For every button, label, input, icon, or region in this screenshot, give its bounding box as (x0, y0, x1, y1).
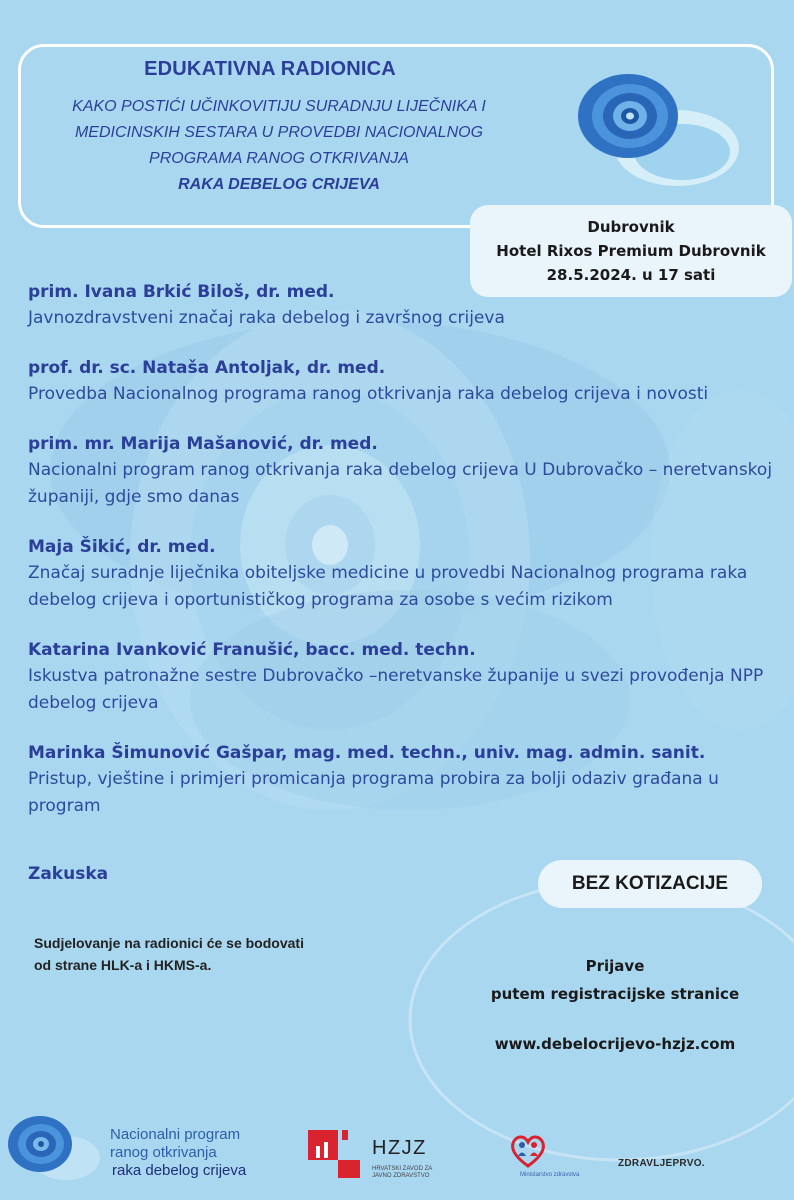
speaker-name: prim. Ivana Brkić Biloš, dr. med. (28, 282, 335, 302)
heart-people-icon (508, 1130, 548, 1170)
spiral-shell-icon (572, 70, 742, 190)
event-title-line: PROGRAMA RANOG OTKRIVANJA (149, 150, 409, 167)
speaker-topic: Nacionalni program ranog otkrivanja raka debelog crijeva U Dubrovačko – neretvanskoj županiji, gdje smo danas (28, 460, 773, 507)
hzjz-logo-subtitle: HRVATSKI ZAVOD ZA JAVNO ZDRAVSTVO (372, 1166, 432, 1179)
program-item (28, 432, 778, 511)
npp-logo-line: raka debelog crijeva (112, 1162, 247, 1179)
program-item (28, 535, 778, 614)
program-item (28, 356, 778, 408)
program-item (28, 638, 778, 717)
event-datetime: 28.5.2024. u 17 sati (546, 266, 716, 284)
zdravlje-prvo-logo: ZDRAVLJEPRVO. (618, 1158, 705, 1169)
hzjz-logo-name: HZJZ (372, 1137, 427, 1159)
event-type-heading: EDUKATIVNA RADIONICA (144, 58, 396, 80)
speaker-topic: Provedba Nacionalnog programa ranog otkrivanja raka debelog crijeva i novosti (28, 384, 709, 404)
registration-line: Prijave (585, 957, 645, 975)
speaker-topic: Javnozdravstveni značaj raka debelog i završnog crijeva (28, 308, 505, 328)
registration-url-link[interactable]: www.debelocrijevo-hzjz.com (494, 1035, 736, 1053)
credits-note (34, 932, 374, 976)
fee-badge: BEZ KOTIZACIJE (538, 860, 762, 908)
npp-logo-text (110, 1126, 280, 1180)
event-venue: Hotel Rixos Premium Dubrovnik (496, 242, 766, 260)
ministry-logo-text: Ministarstvo zdravstva (520, 1172, 580, 1178)
speaker-name: Marinka Šimunović Gašpar, mag. med. techn., univ. mag. admin. sanit. (28, 743, 706, 763)
speaker-name: prof. dr. sc. Nataša Antoljak, dr. med. (28, 358, 386, 378)
npp-logo-line: Nacionalni program (110, 1126, 241, 1143)
hzjz-logo-icon (306, 1128, 364, 1180)
speaker-name: prim. mr. Marija Mašanović, dr. med. (28, 434, 378, 454)
program-item (28, 741, 778, 820)
event-title-highlight: RAKA DEBELOG CRIJEVA (178, 176, 380, 193)
event-title (36, 94, 522, 198)
registration-line: putem registracijske stranice (490, 985, 740, 1003)
speaker-topic: Iskustva patronažne sestre Dubrovačko –neretvanske županije u svezi provođenja NPP debelog crijeva (28, 666, 764, 713)
speaker-name: Maja Šikić, dr. med. (28, 537, 216, 557)
npp-logo-line: ranog otkrivanja (110, 1144, 217, 1161)
credits-line: od strane HLK-a i HKMS-a. (34, 957, 212, 973)
credits-line: Sudjelovanje na radionici će se bodovati (34, 935, 304, 951)
speaker-topic: Pristup, vještine i primjeri promicanja programa probira za bolji odaziv građana u program (28, 769, 719, 816)
speaker-name: Katarina Ivanković Franušić, bacc. med. techn. (28, 640, 476, 660)
program-list (28, 280, 778, 844)
closing-item: Zakuska (28, 864, 109, 884)
speaker-topic: Značaj suradnje liječnika obiteljske medicine u provedbi Nacionalnog programa raka debelog crijeva i oportunističkog programa za osobe s većim rizikom (28, 563, 748, 610)
event-city: Dubrovnik (587, 218, 675, 236)
spiral-shell-icon (4, 1112, 104, 1184)
registration-info (470, 952, 760, 1058)
event-title-line: MEDICINSKIH SESTARA U PROVEDBI NACIONALNOG (74, 124, 484, 141)
program-item (28, 280, 778, 332)
event-title-line: KAKO POSTIĆI UČINKOVITIJU SURADNJU LIJEČNIKA I (72, 98, 486, 115)
